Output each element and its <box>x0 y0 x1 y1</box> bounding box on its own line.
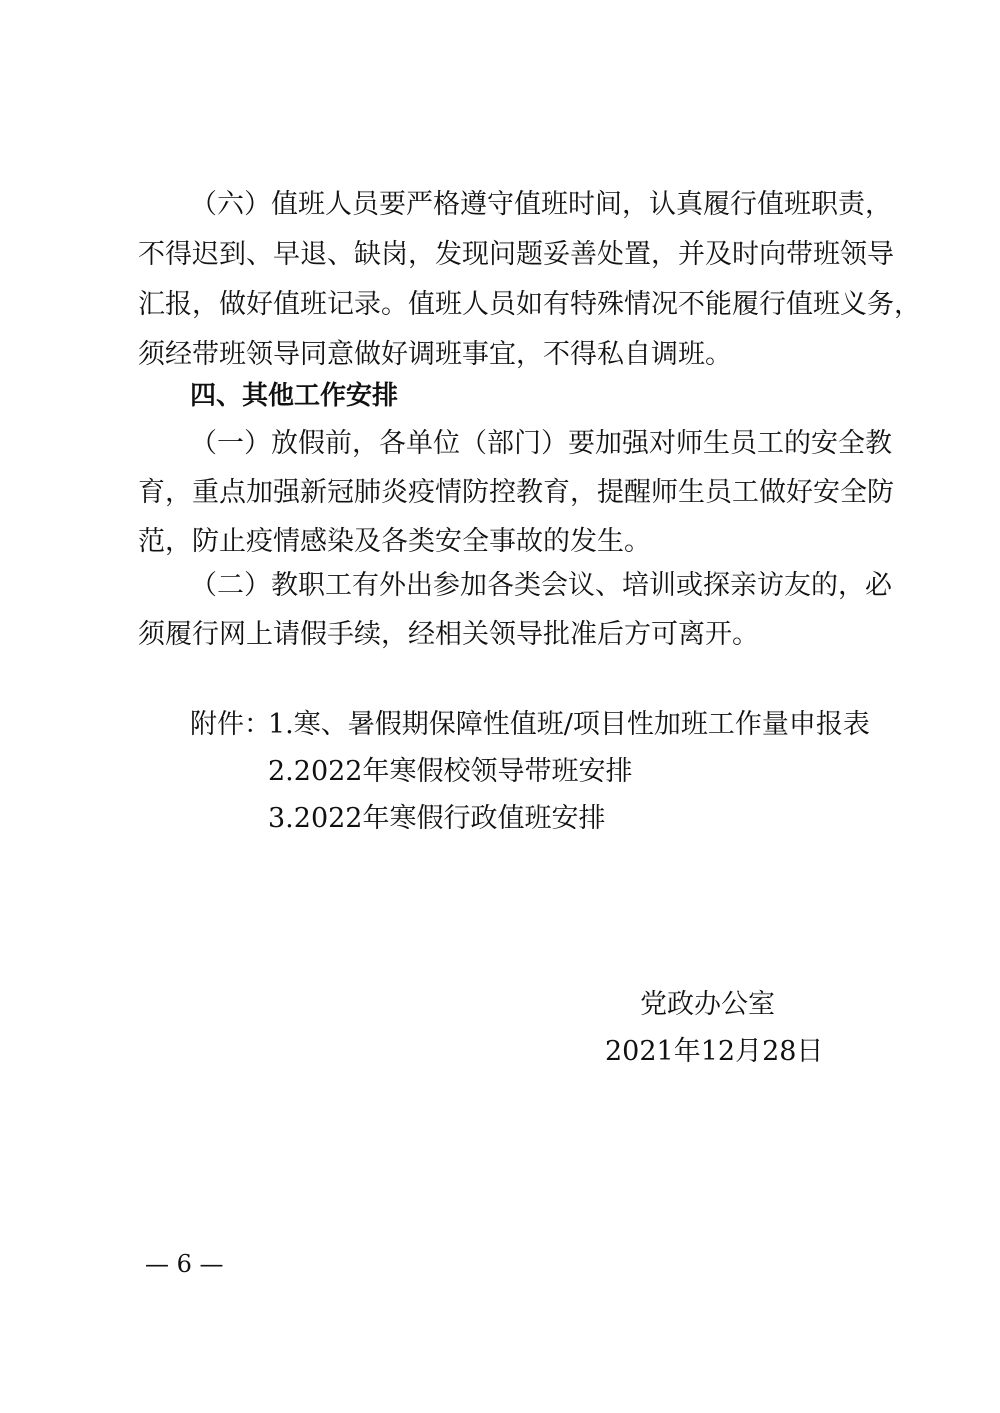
item-two-line-2: 须履行网上请假手续，经相关领导批准后方可离开。 <box>138 619 759 650</box>
item-one-line-1: （一）放假前，各单位（部门）要加强对师生员工的安全教 <box>190 428 892 459</box>
attachment-item-2: 2.2022年寒假校领导带班安排 <box>268 756 633 787</box>
paragraph-six-line-4: 须经带班领导同意做好调班事宜，不得私自调班。 <box>138 339 732 370</box>
issuing-office: 党政办公室 <box>640 989 775 1020</box>
issue-date: 2021年12月28日 <box>605 1036 824 1067</box>
paragraph-six-line-3: 汇报，做好值班记录。值班人员如有特殊情况不能履行值班义务， <box>138 289 921 320</box>
page-number: — 6 — <box>145 1250 224 1278</box>
item-one-line-2: 育，重点加强新冠肺炎疫情防控教育，提醒师生员工做好安全防 <box>138 477 894 508</box>
attachments-label: 附件： <box>190 709 271 740</box>
attachment-item-3: 3.2022年寒假行政值班安排 <box>268 803 606 834</box>
section-four-heading: 四、其他工作安排 <box>190 381 399 411</box>
item-two-line-1: （二）教职工有外出参加各类会议、培训或探亲访友的，必 <box>190 570 892 601</box>
item-one-line-3: 范，防止疫情感染及各类安全事故的发生。 <box>138 526 651 557</box>
paragraph-six-line-1: （六）值班人员要严格遵守值班时间，认真履行值班职责， <box>190 189 892 220</box>
paragraph-six-line-2: 不得迟到、早退、缺岗，发现问题妥善处置，并及时向带班领导 <box>138 239 894 270</box>
attachment-item-1: 1.寒、暑假期保障性值班/项目性加班工作量申报表 <box>268 709 870 740</box>
